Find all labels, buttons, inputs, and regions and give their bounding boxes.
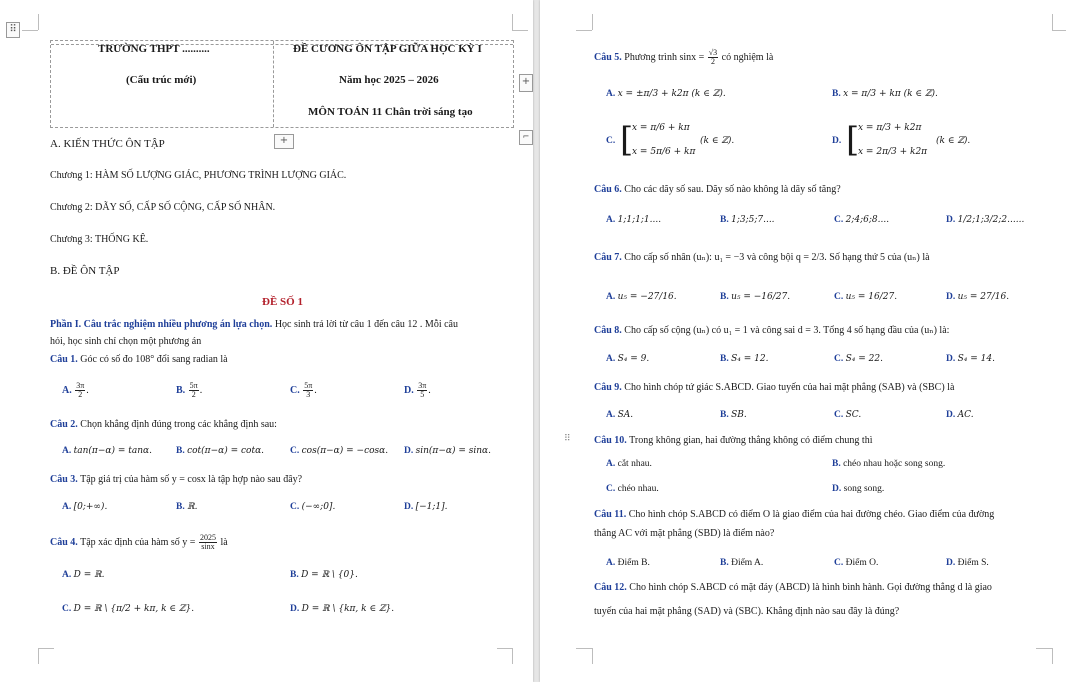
option-letter: B. — [290, 570, 299, 580]
q4-option-c[interactable] — [62, 604, 194, 614]
q9-option-a[interactable] — [606, 410, 633, 420]
q2-option-b[interactable] — [176, 446, 264, 456]
part1-text: Học sinh trả lời từ câu 1 đến câu 12 . Mỗi câu — [272, 319, 458, 330]
q9-option-c[interactable] — [834, 410, 861, 420]
add-row-button[interactable]: + — [274, 134, 294, 149]
q11-option-b[interactable] — [720, 558, 763, 568]
question-text: Cho hình chóp S.ABCD có điểm O là giao điểm của hai đường chéo. Giao điểm của đường — [626, 509, 995, 520]
crop-mark — [1052, 30, 1066, 31]
q6-option-b[interactable] — [720, 215, 775, 225]
q2-option-c[interactable] — [290, 446, 388, 456]
q6-option-c[interactable] — [834, 215, 889, 225]
system-bracket: [ — [846, 120, 860, 160]
school-year: Năm học 2025 – 2026 — [339, 74, 439, 86]
q4-option-d[interactable] — [290, 604, 394, 614]
question-label: Câu 2. — [50, 419, 78, 430]
add-column-button[interactable]: + — [519, 74, 533, 92]
option-letter: D. — [404, 446, 414, 456]
question-11 — [594, 509, 994, 520]
section-a-heading: A. KIẾN THỨC ÔN TẬP — [50, 138, 165, 150]
option-letter: C. — [834, 292, 844, 302]
question-label: Câu 6. — [594, 184, 622, 195]
chapter-2: Chương 2: DÃY SỐ, CẤP SỐ CỘNG, CẤP SỐ NHÂN. — [50, 202, 276, 213]
fraction-numerator: 3π — [418, 381, 427, 390]
option-letter: A. — [606, 89, 616, 99]
option-text: SC. — [845, 410, 862, 420]
option-text-line2: x = 5π/6 + kπ — [632, 147, 696, 157]
option-letter: B. — [832, 459, 841, 469]
option-text: D = ℝ \ {kπ, k ∈ ℤ}. — [301, 604, 395, 614]
fraction-denominator: 2 — [710, 57, 715, 66]
option-letter: B. — [720, 410, 729, 420]
q11-option-d[interactable] — [946, 558, 989, 568]
question-text-end: có nghiệm là — [719, 51, 774, 63]
option-text: tan(π−α) = tanα. — [73, 446, 152, 456]
option-text: SB. — [731, 410, 747, 420]
question-11-line2: thẳng AC với mặt phẳng (SBD) là điểm nào? — [594, 528, 775, 539]
q10-option-a[interactable] — [606, 459, 652, 469]
crop-mark — [497, 648, 513, 649]
option-text-domain: (k ∈ ℤ). — [700, 136, 735, 146]
q2-option-a[interactable] — [62, 446, 152, 456]
option-text: (−∞;0]. — [301, 502, 336, 512]
crop-mark — [38, 648, 39, 664]
q1-option-b[interactable]: B. $\frac{5\pi}{2}$ . — [176, 381, 203, 399]
question-8 — [594, 325, 949, 336]
option-text: Điểm A. — [731, 558, 764, 568]
question-9 — [594, 382, 954, 393]
subject-name: MÔN TOÁN 11 Chân trời sáng tạo — [308, 106, 473, 118]
q3-option-a[interactable] — [62, 502, 107, 512]
question-text: Phương trình sinx = — [621, 51, 707, 63]
option-text: S₄ = 12. — [731, 354, 769, 364]
question-7 — [594, 252, 930, 263]
option-letter: A. — [606, 354, 616, 364]
part1-heading: Phần I. Câu trắc nghiệm nhiều phương án lựa chọn. — [50, 319, 273, 330]
option-letter: C. — [62, 604, 72, 614]
question-10 — [594, 435, 873, 446]
crop-mark — [38, 648, 54, 649]
option-letter: D. — [946, 558, 956, 568]
option-text: Điểm S. — [957, 558, 989, 568]
fraction-denominator: 2 — [191, 390, 196, 399]
crop-mark — [1052, 648, 1053, 664]
option-letter: B. — [176, 384, 186, 396]
option-text: cot(π−α) = cotα. — [187, 446, 265, 456]
q1-option-a[interactable]: A. $\frac{3\pi}{2}$ . — [62, 381, 89, 399]
question-5 — [594, 49, 773, 66]
question-text: Tập giá trị của hàm số y = cosx là tập hợp nào sau đây? — [77, 474, 303, 485]
question-1 — [50, 354, 228, 365]
q4-option-a[interactable] — [62, 570, 104, 580]
crop-mark — [38, 14, 39, 30]
q3-option-d[interactable] — [404, 502, 448, 512]
q8-option-c[interactable] — [834, 354, 883, 364]
crop-mark — [22, 30, 38, 31]
option-letter: D. — [290, 604, 300, 614]
school-name: TRƯỜNG THPT .......... — [98, 43, 210, 55]
option-letter: B. — [720, 215, 729, 225]
question-text: Cho hình chóp S.ABCD có mặt đáy (ABCD) là hình bình hành. Gọi đường thẳng d là giao — [626, 582, 992, 593]
q10-option-b[interactable] — [832, 459, 945, 469]
exam-title: ĐỀ SỐ 1 — [262, 296, 303, 308]
q10-option-c[interactable] — [606, 484, 659, 494]
q7-option-b[interactable] — [720, 292, 790, 302]
question-text: Cho các dãy số sau. Dãy số nào không là dãy số tăng? — [621, 184, 841, 195]
option-letter: B. — [720, 292, 729, 302]
question-label: Câu 10. — [594, 435, 627, 446]
option-letter: B. — [832, 89, 841, 99]
question-label: Câu 4. — [50, 536, 78, 548]
option-letter: A. — [606, 459, 616, 469]
q11-option-a[interactable] — [606, 558, 650, 568]
crop-mark — [1052, 14, 1053, 30]
question-text: Trong không gian, hai đường thẳng không có điểm chung thì — [626, 435, 873, 446]
option-letter: A. — [606, 292, 616, 302]
option-text: cos(π−α) = −cosα. — [301, 446, 389, 456]
question-6 — [594, 184, 841, 195]
question-text-end: là — [217, 536, 228, 548]
option-text: S₄ = 9. — [617, 354, 650, 364]
q10-option-d[interactable] — [832, 484, 884, 494]
fraction-denominator: 3 — [306, 390, 311, 399]
q8-option-b[interactable] — [720, 354, 768, 364]
option-text: cắt nhau. — [617, 459, 652, 469]
question-3 — [50, 474, 302, 485]
option-text: S₄ = 22. — [845, 354, 883, 364]
drag-handle-icon[interactable]: ⠿ — [564, 434, 571, 444]
question-12 — [594, 582, 992, 593]
option-text: Điểm O. — [845, 558, 879, 568]
option-text: 1/2;1;3/2;2...... — [957, 215, 1025, 225]
fraction-numerator: 3π — [76, 381, 85, 390]
option-text-line2: x = 2π/3 + k2π — [858, 147, 928, 157]
fraction-numerator: 5π — [304, 381, 313, 390]
option-letter: A. — [62, 570, 72, 580]
crop-mark — [1036, 648, 1052, 649]
option-text-line1: x = π/6 + kπ — [632, 123, 690, 133]
option-text: ℝ. — [187, 502, 198, 512]
q8-option-a[interactable] — [606, 354, 649, 364]
crop-mark — [512, 30, 528, 31]
option-letter: B. — [720, 354, 729, 364]
crop-mark — [576, 30, 592, 31]
part1-instruction-line2: hỏi, học sinh chỉ chọn một phương án — [50, 336, 202, 347]
q2-option-d[interactable] — [404, 446, 491, 456]
option-text: S₄ = 14. — [957, 354, 995, 364]
option-letter: C. — [290, 446, 300, 456]
table-resize-handle[interactable]: ⌐ — [519, 130, 533, 145]
option-text: x = π/3 + kπ (k ∈ ℤ). — [843, 89, 938, 99]
table-move-handle[interactable]: ⠿ — [6, 22, 20, 38]
fraction-denominator: 2 — [78, 390, 83, 399]
option-text: Điểm B. — [617, 558, 650, 568]
option-text: D = ℝ \ {0}. — [301, 570, 358, 580]
q3-option-c[interactable] — [290, 502, 335, 512]
q5-option-a[interactable] — [606, 89, 726, 99]
option-letter: D. — [832, 136, 842, 146]
option-letter: C. — [834, 558, 844, 568]
chapter-3: Chương 3: THỐNG KÊ. — [50, 234, 149, 245]
option-letter: A. — [606, 410, 616, 420]
question-text: Góc có số đo 108° đổi sang radian là — [77, 354, 228, 365]
question-2 — [50, 419, 277, 430]
option-letter: A. — [62, 384, 72, 396]
part1-instruction — [50, 319, 458, 330]
question-text: Cho hình chóp tứ giác S.ABCD. Giao tuyến của hai mặt phẳng (SAB) và (SBC) là — [621, 382, 955, 393]
option-letter: D. — [404, 502, 414, 512]
q7-option-a[interactable] — [606, 292, 677, 302]
option-letter: C. — [834, 354, 844, 364]
question-label: Câu 7. — [594, 252, 622, 263]
option-text: u₅ = 16/27. — [845, 292, 898, 302]
option-text: u₅ = −16/27. — [731, 292, 791, 302]
question-text: Tập xác định của hàm số y = — [77, 536, 198, 548]
question-12-line2: tuyến của hai mặt phẳng (SAD) và (SBC). Khẳng định nào sau đây là đúng? — [594, 606, 900, 617]
option-text: 1;1;1;1.... — [617, 215, 662, 225]
option-text: 2;4;6;8.... — [845, 215, 890, 225]
fraction-numerator: 5π — [189, 381, 198, 390]
crop-mark — [592, 14, 593, 30]
q5-option-b[interactable] — [832, 89, 938, 99]
q4-option-b[interactable] — [290, 570, 358, 580]
option-letter: D. — [404, 384, 414, 396]
option-text: [−1;1]. — [415, 502, 448, 512]
option-letter: C. — [290, 384, 300, 396]
option-text: chéo nhau. — [617, 484, 659, 494]
q9-option-d[interactable] — [946, 410, 974, 420]
question-text: Cho cấp số cộng (uₙ) có u₁ = 1 và công sai d = 3. Tổng 4 số hạng đầu của (uₙ) là: — [621, 325, 950, 336]
document-title: ĐỀ CƯƠNG ÔN TẬP GIỮA HỌC KỲ I — [293, 43, 482, 55]
structure-note: (Cấu trúc mới) — [126, 74, 197, 86]
question-4 — [50, 534, 228, 551]
option-letter: B. — [176, 502, 185, 512]
question-label: Câu 1. — [50, 354, 78, 365]
option-letter: B. — [720, 558, 729, 568]
option-letter: B. — [176, 446, 185, 456]
option-text: song song. — [843, 484, 885, 494]
option-letter: A. — [62, 446, 72, 456]
option-text: D = ℝ \ {π/2 + kπ, k ∈ ℤ}. — [73, 604, 195, 614]
section-b-heading: B. ĐỀ ÔN TẬP — [50, 265, 120, 277]
option-letter: A. — [606, 215, 616, 225]
chapter-1: Chương 1: HÀM SỐ LƯỢNG GIÁC, PHƯƠNG TRÌNH LƯỢNG GIÁC. — [50, 170, 347, 181]
fraction-denominator: sinx — [201, 542, 215, 551]
option-letter: D. — [946, 215, 956, 225]
option-letter: A. — [606, 558, 616, 568]
q7-option-c[interactable] — [834, 292, 897, 302]
crop-mark — [592, 648, 593, 664]
fraction-numerator: √3 — [708, 48, 718, 57]
crop-mark — [512, 14, 513, 30]
q6-option-a[interactable] — [606, 215, 661, 225]
fraction-denominator: 5 — [420, 390, 425, 399]
crop-mark — [576, 648, 592, 649]
option-letter: C. — [290, 502, 300, 512]
option-text: 1;3;5;7.... — [731, 215, 775, 225]
question-text: Chọn khẳng định đúng trong các khẳng định sau: — [77, 419, 277, 430]
system-bracket: [ — [620, 120, 634, 160]
q1-option-c[interactable]: C. $\frac{5\pi}{3}$ . — [290, 381, 317, 399]
question-label: Câu 11. — [594, 509, 627, 520]
option-letter: D. — [946, 292, 956, 302]
option-text: AC. — [957, 410, 974, 420]
option-text-domain: (k ∈ ℤ). — [936, 136, 971, 146]
document-page-right — [540, 0, 1066, 682]
option-letter: C. — [606, 136, 616, 146]
option-text: u₅ = 27/16. — [957, 292, 1010, 302]
option-text: sin(π−α) = sinα. — [415, 446, 491, 456]
option-text: SA. — [617, 410, 634, 420]
q3-option-b[interactable] — [176, 502, 197, 512]
option-letter: C. — [606, 484, 616, 494]
q7-option-d[interactable] — [946, 292, 1009, 302]
option-text-line1: x = π/3 + k2π — [858, 123, 922, 133]
option-text: u₅ = −27/16. — [617, 292, 677, 302]
option-text: D = ℝ. — [73, 570, 105, 580]
option-letter: D. — [832, 484, 842, 494]
crop-mark — [512, 648, 513, 664]
option-text: x = ±π/3 + k2π (k ∈ ℤ). — [617, 89, 726, 99]
question-label: Câu 9. — [594, 382, 622, 393]
option-letter: C. — [834, 215, 844, 225]
option-text: chéo nhau hoặc song song. — [843, 459, 946, 469]
question-label: Câu 5. — [594, 51, 622, 63]
q6-option-d[interactable] — [946, 215, 1024, 225]
question-label: Câu 8. — [594, 325, 622, 336]
q11-option-c[interactable] — [834, 558, 878, 568]
fraction-numerator: 2025 — [199, 533, 216, 542]
option-letter: A. — [62, 502, 72, 512]
option-letter: D. — [946, 354, 956, 364]
q1-option-d[interactable]: D. $\frac{3\pi}{5}$ . — [404, 381, 431, 399]
question-label: Câu 3. — [50, 474, 78, 485]
q9-option-b[interactable] — [720, 410, 747, 420]
q8-option-d[interactable] — [946, 354, 995, 364]
option-letter: D. — [946, 410, 956, 420]
option-text: [0;+∞). — [73, 502, 108, 512]
question-text: Cho cấp số nhân (uₙ): u₁ = −3 và công bội q = 2/3. Số hạng thứ 5 của (uₙ) là — [621, 252, 930, 263]
question-label: Câu 12. — [594, 582, 627, 593]
option-letter: C. — [834, 410, 844, 420]
